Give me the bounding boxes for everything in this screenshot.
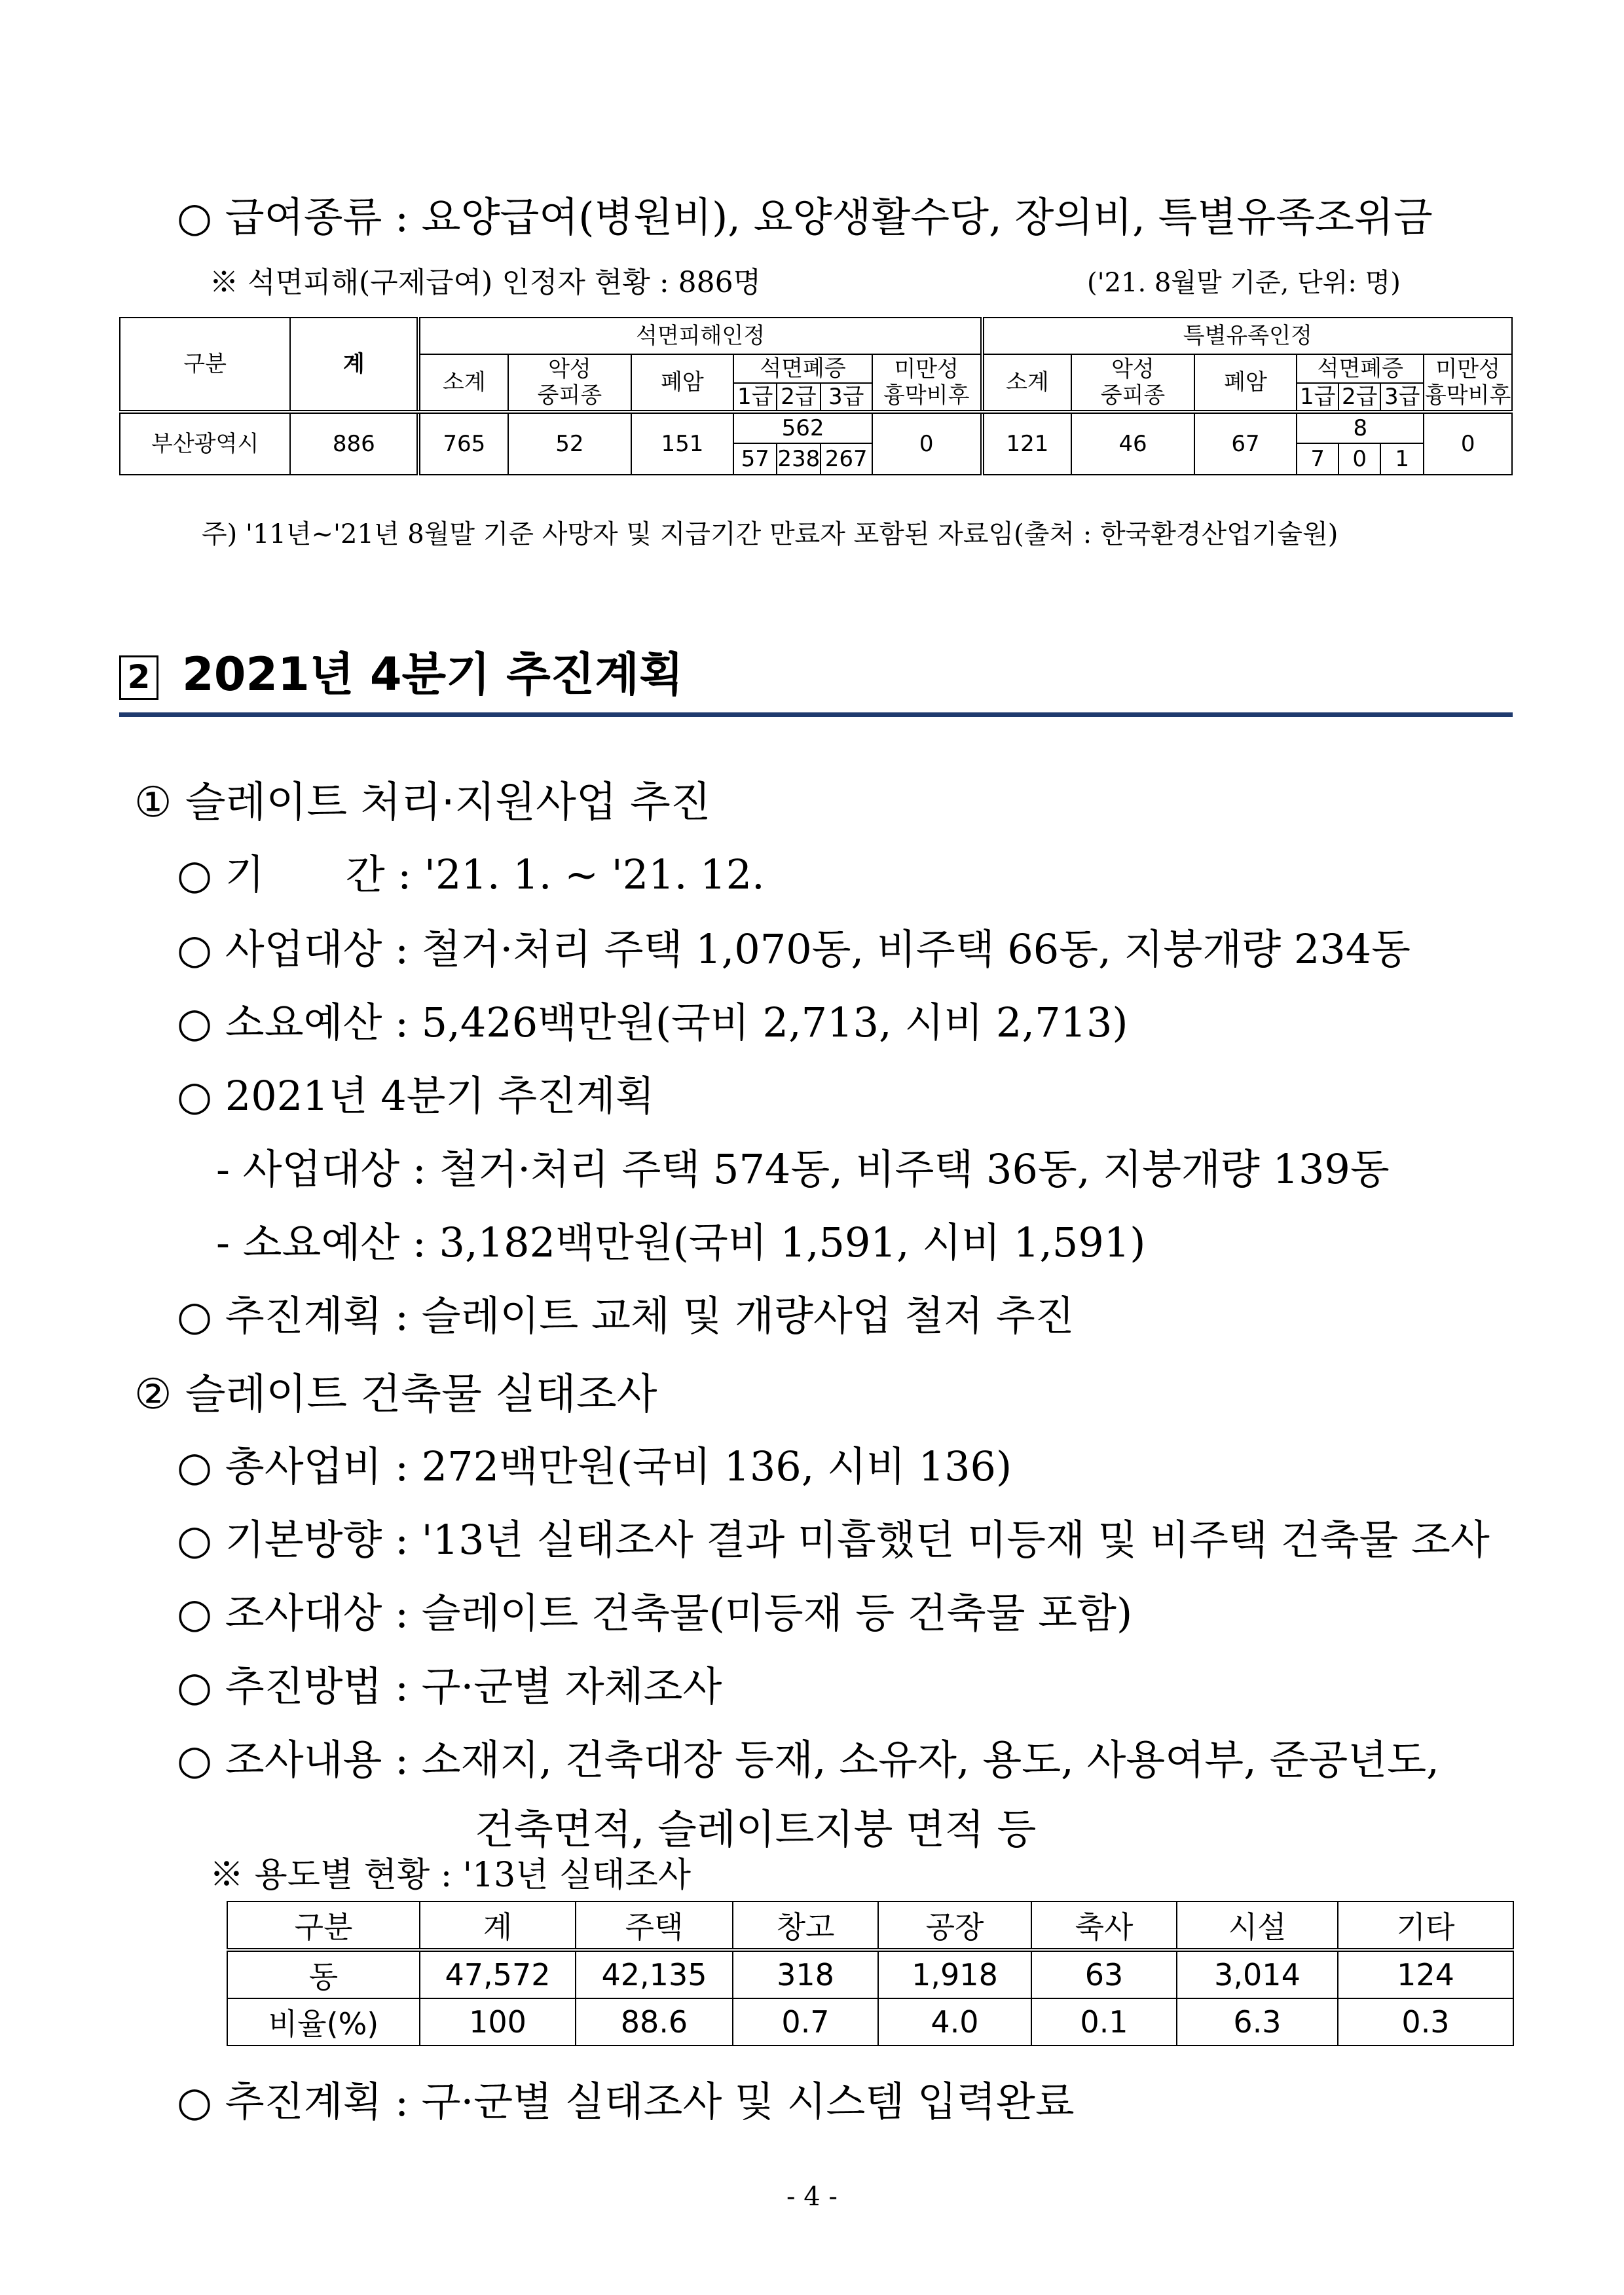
item1-q4-budget: - 소요예산 : 3,182백만원(국비 1,591, 시비 1,591) <box>216 1219 1146 1266</box>
table-row <box>227 1950 1513 1998</box>
cell-b-pleural-thickening: 0 <box>1424 412 1512 475</box>
header-total: 계 <box>290 318 418 412</box>
cell-a-grade3: 267 <box>821 443 872 475</box>
col-header: 창고 <box>733 1901 878 1950</box>
cell-b-lung-cancer: 67 <box>1194 412 1297 475</box>
table-cell: 0.1 <box>1031 1998 1177 2046</box>
col-header: 기타 <box>1338 1901 1513 1950</box>
section-number-box: 2 <box>119 655 158 700</box>
cell-a-pleural-thickening: 0 <box>872 412 982 475</box>
header-b-mesothelioma: 악성 중피종 <box>1071 354 1194 412</box>
header-asbestos-damage: 석면피해인정 <box>418 318 982 354</box>
cell-b-asbestosis-total: 8 <box>1297 412 1424 443</box>
asbestos-victims-table <box>119 317 1513 475</box>
header-a-pleural-thickening: 미만성 흉막비후 <box>872 354 982 412</box>
table-cell: 42,135 <box>576 1950 733 1998</box>
item2-title: ② 슬레이트 건축물 실태조사 <box>134 1370 657 1419</box>
item1-target: ○ 사업대상 : 철거·처리 주택 1,070동, 비주택 66동, 지붕개량 234동 <box>177 925 1411 973</box>
table-cell: 4.0 <box>878 1998 1031 2046</box>
item1-title: ① 슬레이트 처리·지원사업 추진 <box>134 779 711 827</box>
item2-target: ○ 조사대상 : 슬레이트 건축물(미등재 등 건축물 포함) <box>177 1589 1133 1637</box>
section-divider <box>119 712 1513 717</box>
item2-direction: ○ 기본방향 : '13년 실태조사 결과 미흡했던 미등재 및 비주택 건축물 조사 <box>177 1516 1490 1564</box>
cell-a-grade2: 238 <box>777 443 820 475</box>
cell-a-grade1: 57 <box>733 443 777 475</box>
usage-note: ※ 용도별 현황 : '13년 실태조사 <box>210 1856 691 1895</box>
header-b-grade2: 2급 <box>1338 383 1380 412</box>
cell-b-grade1: 7 <box>1297 443 1338 475</box>
page-number: - 4 - <box>786 2182 838 2212</box>
table-cell: 124 <box>1338 1950 1513 1998</box>
header-b-grade1: 1급 <box>1297 383 1338 412</box>
col-header: 축사 <box>1031 1901 1177 1950</box>
item1-plan: ○ 추진계획 : 슬레이트 교체 및 개량사업 철저 추진 <box>177 1292 1075 1340</box>
cell-a-asbestosis-total: 562 <box>733 412 872 443</box>
cell-a-lung-cancer: 151 <box>631 412 734 475</box>
benefit-types-line: ○ 급여종류 : 요양급여(병원비), 요양생활수당, 장의비, 특별유족조위금 <box>177 193 1433 241</box>
table-cell: 0.7 <box>733 1998 878 2046</box>
item2-cost: ○ 총사업비 : 272백만원(국비 136, 시비 136) <box>177 1442 1012 1490</box>
col-header: 주택 <box>576 1901 733 1950</box>
section-title: 2021년 4분기 추진계획 <box>182 648 684 701</box>
cell-b-grade2: 0 <box>1338 443 1380 475</box>
item1-budget: ○ 소요예산 : 5,426백만원(국비 2,713, 시비 2,713) <box>177 999 1128 1046</box>
table-cell: 1,918 <box>878 1950 1031 1998</box>
item1-period: ○ 기 간 : '21. 1. ~ '21. 12. <box>177 851 765 898</box>
certified-status-note: ※ 석면피해(구제급여) 인정자 현황 : 886명 <box>210 266 762 299</box>
table-cell: 318 <box>733 1950 878 1998</box>
item1-q4-plan: ○ 2021년 4분기 추진계획 <box>177 1072 655 1120</box>
col-header: 공장 <box>878 1901 1031 1950</box>
cell-b-mesothelioma: 46 <box>1071 412 1194 475</box>
table-cell: 100 <box>420 1998 576 2046</box>
table-footnote: 주) '11년~'21년 8월말 기준 사망자 및 지급기간 만료자 포함된 자료임(출처 : 한국환경산업기술원) <box>202 519 1338 549</box>
col-header: 시설 <box>1177 1901 1338 1950</box>
item2-content: ○ 조사내용 : 소재지, 건축대장 등재, 소유자, 용도, 사용여부, 준공년도, <box>177 1736 1439 1784</box>
table-cell: 동 <box>227 1950 420 1998</box>
col-header: 계 <box>420 1901 576 1950</box>
table-cell: 88.6 <box>576 1998 733 2046</box>
cell-b-subtotal: 121 <box>982 412 1072 475</box>
table-cell: 3,014 <box>1177 1950 1338 1998</box>
header-a-grade3: 3급 <box>821 383 872 412</box>
cell-a-subtotal: 765 <box>418 412 508 475</box>
unit-note: ('21. 8월말 기준, 단위: 명) <box>1087 268 1401 298</box>
header-gubun: 구분 <box>120 318 290 412</box>
table-cell: 비율(%) <box>227 1998 420 2046</box>
header-b-pleural-thickening: 미만성 흉막비후 <box>1424 354 1512 412</box>
header-b-lung-cancer: 폐암 <box>1194 354 1297 412</box>
cell-region: 부산광역시 <box>120 412 290 475</box>
header-a-subtotal: 소계 <box>418 354 508 412</box>
table-row <box>227 1998 1513 2046</box>
cell-b-grade3: 1 <box>1380 443 1424 475</box>
header-a-grade1: 1급 <box>733 383 777 412</box>
cell-a-mesothelioma: 52 <box>508 412 631 475</box>
item1-q4-target: - 사업대상 : 철거·처리 주택 574동, 비주택 36동, 지붕개량 139동 <box>216 1145 1390 1193</box>
cell-total: 886 <box>290 412 418 475</box>
header-b-grade3: 3급 <box>1380 383 1424 412</box>
usage-status-table <box>227 1901 1514 2046</box>
table-cell: 47,572 <box>420 1950 576 1998</box>
table-header-row <box>227 1901 1513 1950</box>
table-cell: 0.3 <box>1338 1998 1513 2046</box>
header-a-grade2: 2급 <box>777 383 820 412</box>
section-heading <box>119 648 684 701</box>
header-special-survivor: 특별유족인정 <box>982 318 1512 354</box>
header-b-subtotal: 소계 <box>982 354 1072 412</box>
table-cell: 63 <box>1031 1950 1177 1998</box>
item2-method: ○ 추진방법 : 구·군별 자체조사 <box>177 1662 722 1710</box>
header-a-lung-cancer: 폐암 <box>631 354 734 412</box>
item2-plan: ○ 추진계획 : 구·군별 실태조사 및 시스템 입력완료 <box>177 2078 1075 2125</box>
header-a-mesothelioma: 악성 중피종 <box>508 354 631 412</box>
header-a-asbestosis: 석면폐증 <box>733 354 872 383</box>
header-b-asbestosis: 석면폐증 <box>1297 354 1424 383</box>
table-cell: 6.3 <box>1177 1998 1338 2046</box>
col-header: 구분 <box>227 1901 420 1950</box>
item2-content-cont: 건축면적, 슬레이트지붕 면적 등 <box>475 1805 1037 1853</box>
